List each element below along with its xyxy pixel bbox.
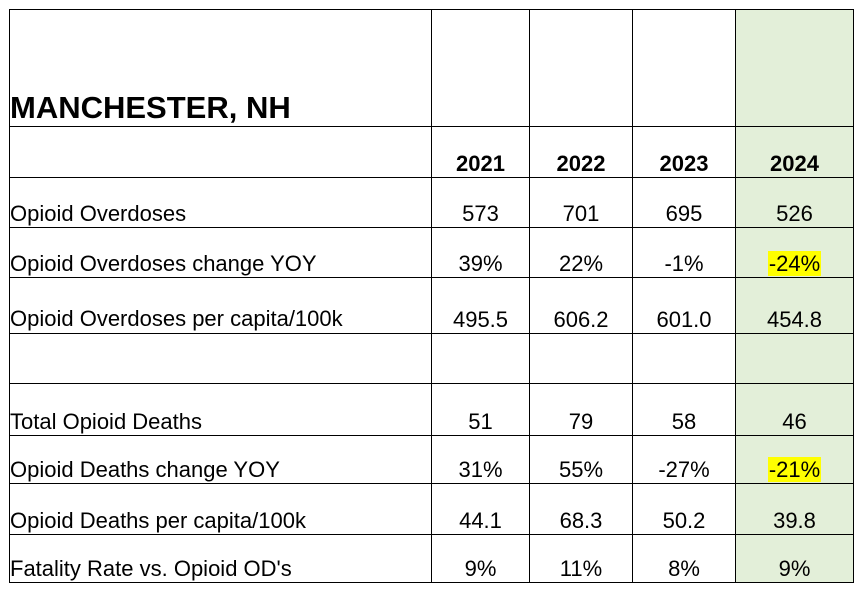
cell-value: -27% [633,436,736,484]
cell-value: 58 [633,384,736,436]
year-header-2021: 2021 [432,127,530,178]
row-label: Opioid Deaths per capita/100k [10,484,432,535]
highlighted-cell [736,436,854,484]
cell-value: 606.2 [530,278,633,334]
table-row [10,436,854,484]
cell-value: 601.0 [633,278,736,334]
highlighted-cell [736,228,854,278]
cell-value: 39% [432,228,530,278]
cell-value: 8% [633,535,736,583]
spacer-row [10,334,854,384]
table-row [10,384,854,436]
title-row [10,10,854,127]
highlighted-value: -24% [768,251,821,276]
cell-value: 55% [530,436,633,484]
cell-value: 701 [530,178,633,228]
cell-value: 526 [736,178,854,228]
header-row [10,127,854,178]
table-row [10,228,854,278]
row-label: Fatality Rate vs. Opioid OD's [10,535,432,583]
cell-value: 454.8 [736,278,854,334]
cell-value: -1% [633,228,736,278]
cell-value: 44.1 [432,484,530,535]
highlighted-value: -21% [768,457,821,482]
row-label: Opioid Overdoses per capita/100k [10,278,432,334]
row-label: Total Opioid Deaths [10,384,432,436]
cell-value: 11% [530,535,633,583]
title-cell [10,10,432,127]
row-label: Opioid Overdoses change YOY [10,228,432,278]
table-title: MANCHESTER, NH [10,90,291,125]
empty-cell [10,127,432,178]
empty-cell [530,334,633,384]
empty-cell [633,334,736,384]
cell-value: 22% [530,228,633,278]
table-row [10,178,854,228]
cell-value: 695 [633,178,736,228]
row-label: Opioid Overdoses [10,178,432,228]
empty-cell [736,334,854,384]
empty-cell [736,10,854,127]
cell-value: 31% [432,436,530,484]
empty-cell [530,10,633,127]
cell-value: 573 [432,178,530,228]
empty-cell [432,334,530,384]
cell-value: 50.2 [633,484,736,535]
cell-value: 51 [432,384,530,436]
cell-value: 39.8 [736,484,854,535]
year-header-2024: 2024 [736,127,854,178]
cell-value: 495.5 [432,278,530,334]
empty-cell [432,10,530,127]
cell-value: 9% [432,535,530,583]
cell-value: 79 [530,384,633,436]
table-row [10,278,854,334]
table-row [10,484,854,535]
empty-cell [10,334,432,384]
empty-cell [633,10,736,127]
cell-value: 46 [736,384,854,436]
year-header-2022: 2022 [530,127,633,178]
data-table [9,9,854,583]
cell-value: 9% [736,535,854,583]
year-header-2023: 2023 [633,127,736,178]
cell-value: 68.3 [530,484,633,535]
table-row [10,535,854,583]
row-label: Opioid Deaths change YOY [10,436,432,484]
